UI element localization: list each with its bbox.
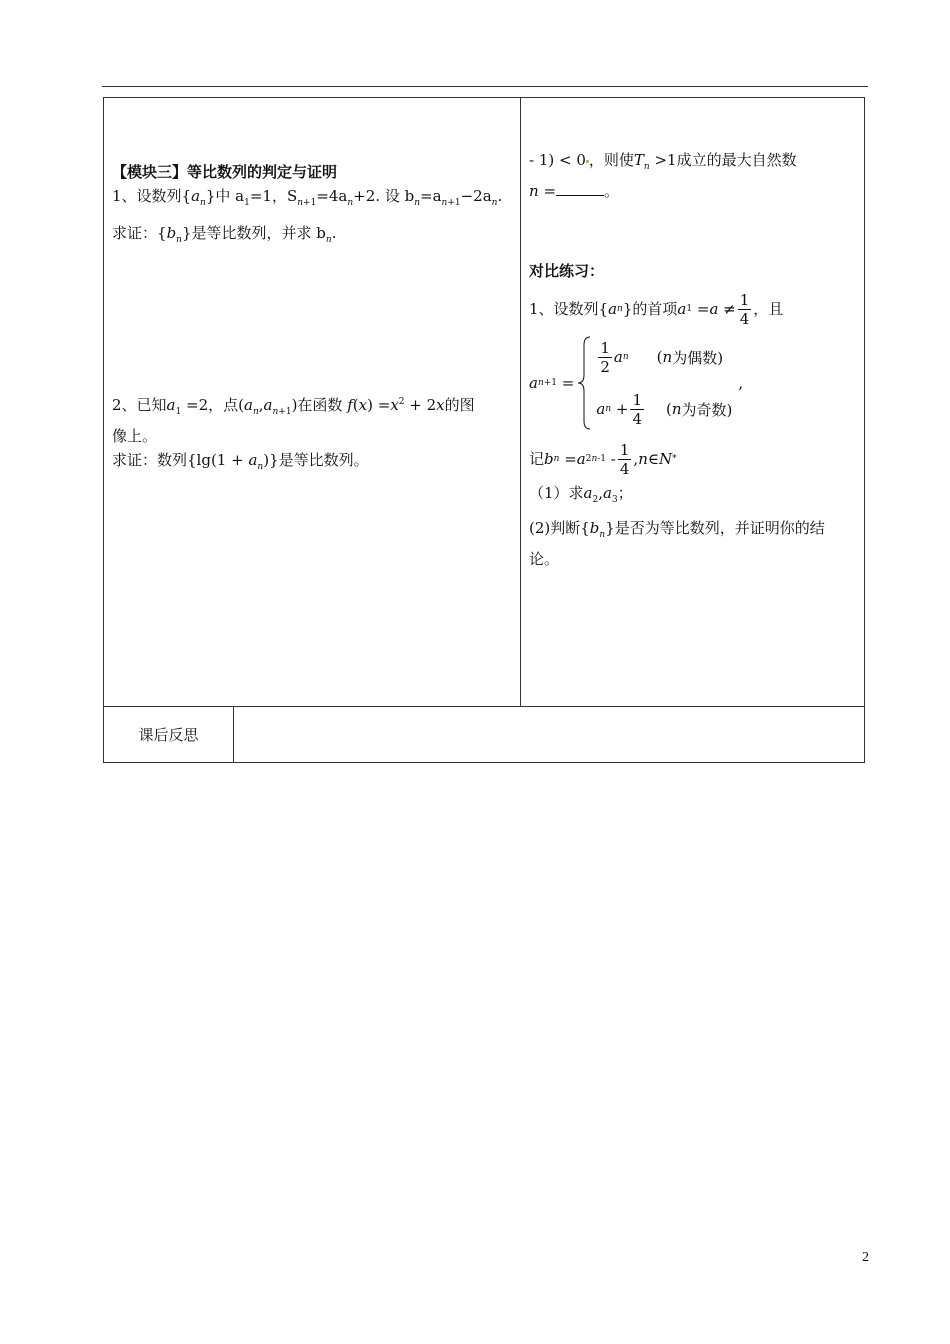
right-top-line1: - 1) < 0 ，则使$T_n >1$成立的最大自然数 xyxy=(529,151,797,172)
q1-line2: 求证：$\{b_n\}$是等比数列，并求 $b_n$. xyxy=(112,224,337,245)
case-even: $\frac{1}{2}$ a n ( n 为偶数) xyxy=(600,338,724,376)
answer-blank[interactable] xyxy=(556,181,604,196)
header-rule xyxy=(102,86,868,87)
right-top-line2: n = 。 xyxy=(529,182,620,200)
right-cell xyxy=(529,148,859,571)
q2-line2: 像上。 xyxy=(112,427,158,445)
piecewise-definition: a n +1 = $\frac{1}{2}$ a n ( n 为偶数) a n + $\frac{1}{4}$ ( n 为奇数) , xyxy=(529,335,859,431)
q2-line3: 求证：数列$\{\lg(1 + a_n)\}$是等比数列。 xyxy=(112,451,369,472)
p1-line: 1、设数列 { a n } 的首项 a 1 = a ≠ $\frac{1}{4}$ ，且 xyxy=(529,290,784,328)
left-brace xyxy=(574,335,596,431)
sub-question-2-cont: 论。 xyxy=(529,550,560,568)
q2-line1: 2、已知$a_1 =2$，点$(a_n,a_{n+1})$在函数 $f(x) =x^2 + 2x$的图 xyxy=(112,396,475,417)
page-number: 2 xyxy=(862,1250,869,1265)
reflection-field[interactable] xyxy=(234,707,864,762)
case-odd: a n + $\frac{1}{4}$ ( n 为奇数) xyxy=(596,390,733,428)
reflection-label: 课后反思 xyxy=(138,726,199,744)
worksheet-table xyxy=(103,97,865,763)
sub-question-1: （1）求$a_2,a_3$； xyxy=(529,484,633,505)
def-line: 记 b n = a 2n-1 - $\frac{1}{4}$ , n ∈ N * xyxy=(529,440,677,478)
q1-line1: 1、设数列$\{a_n\}$中 $a_1=1$，$S_{n+1}=4a_n+2$. 设 $b_n=a_{n+1}-2a_n$. xyxy=(112,187,503,208)
left-cell xyxy=(112,160,512,479)
section-title: 对比练习： xyxy=(529,262,605,280)
sub-question-2: (2)判断$\{b_n\}$是否为等比数列，并证明你的结 xyxy=(529,519,825,540)
module-title: 【模块三】等比数列的判定与证明 xyxy=(112,163,338,181)
